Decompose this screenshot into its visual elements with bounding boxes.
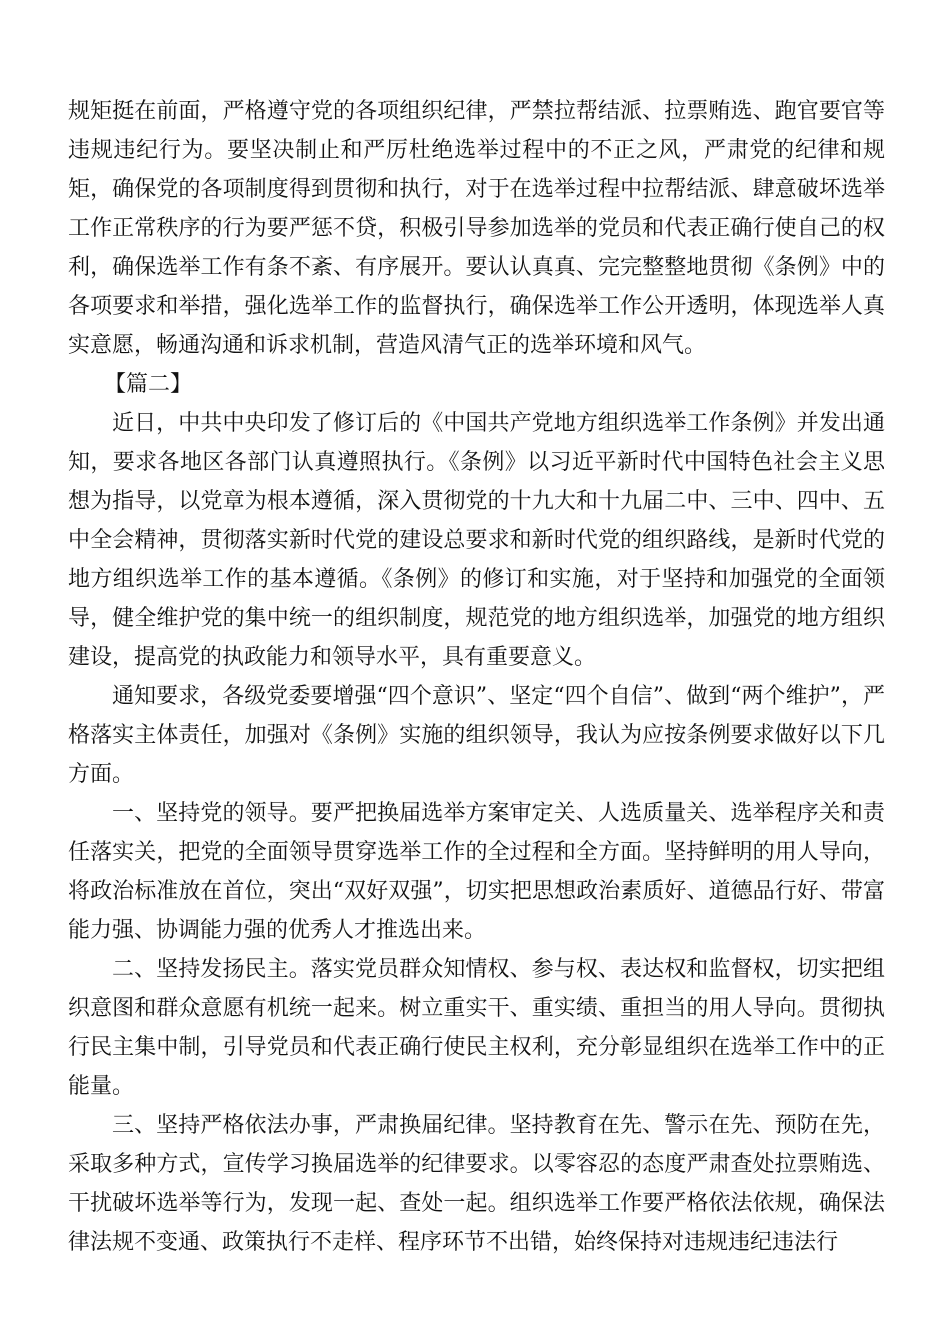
body-paragraph: 二、坚持发扬民主。落实党员群众知情权、参与权、表达权和监督权，切实把组织意图和群众意愿有机统一起来。树立重实干、重实绩、重担当的用人导向。贯彻执行民主集中制，引导党员和代表正确行使民主权利，充分彰显组织在选举工作中的正能量。 [68, 957, 885, 1099]
body-paragraph: 规矩挺在前面，严格遵守党的各项组织纪律，严禁拉帮结派、拉票贿选、跑官要官等违规违纪行为。要坚决制止和严厉杜绝选举过程中的不正之风，严肃党的纪律和规矩，确保党的各项制度得到贯彻和执行，对于在选举过程中拉帮结派、肆意破坏选举工作正常秩序的行为要严惩不贷，积极引导参加选举的党员和代表正确行使自己的权利，确保选举工作有条不紊、有序展开。要认认真真、完完整整地贯彻《条例》中的各项要求和举措，强化选举工作的监督执行，确保选举工作公开透明，体现选举人真实意愿，畅通沟通和诉求机制，营造风清气正的选举环境和风气。 [68, 99, 885, 358]
body-paragraph: 一、坚持党的领导。要严把换届选举方案审定关、人选质量关、选举程序关和责任落实关，把党的全面领导贯穿选举工作的全过程和全方面。坚持鲜明的用人导向，将政治标准放在首位，突出“双好双强”，切实把思想政治素质好、道德品行好、带富能力强、协调能力强的优秀人才推选出来。 [68, 801, 885, 943]
body-paragraph: 近日，中共中央印发了修订后的《中国共产党地方组织选举工作条例》并发出通知，要求各地区各部门认真遵照执行。《条例》以习近平新时代中国特色社会主义思想为指导，以党章为根本遵循，深入贯彻党的十九大和十九届二中、三中、四中、五中全会精神，贯彻落实新时代党的建设总要求和新时代党的组织路线，是新时代党的地方组织选举工作的基本遵循。《条例》的修订和实施，对于坚持和加强党的全面领导，健全维护党的集中统一的组织制度，规范党的地方组织选举，加强党的地方组织建设，提高党的执政能力和领导水平，具有重要意义。 [68, 411, 885, 670]
body-paragraph: 通知要求，各级党委要增强“四个意识”、坚定“四个自信”、做到“两个维护”，严格落实主体责任，加强对《条例》实施的组织领导，我认为应按条例要求做好以下几方面。 [68, 684, 885, 787]
section-heading: 【篇二】 [104, 372, 193, 397]
body-paragraph: 三、坚持严格依法办事，严肃换届纪律。坚持教育在先、警示在先、预防在先，采取多种方式，宣传学习换届选举的纪律要求。以零容忍的态度严肃查处拉票贿选、干扰破坏选举等行为，发现一起、查处一起。组织选举工作要严格依法依规，确保法律法规不变通、政策执行不走样、程序环节不出错，始终保持对违规违纪违法行 [68, 1113, 885, 1255]
document-page [68, 92, 885, 1262]
